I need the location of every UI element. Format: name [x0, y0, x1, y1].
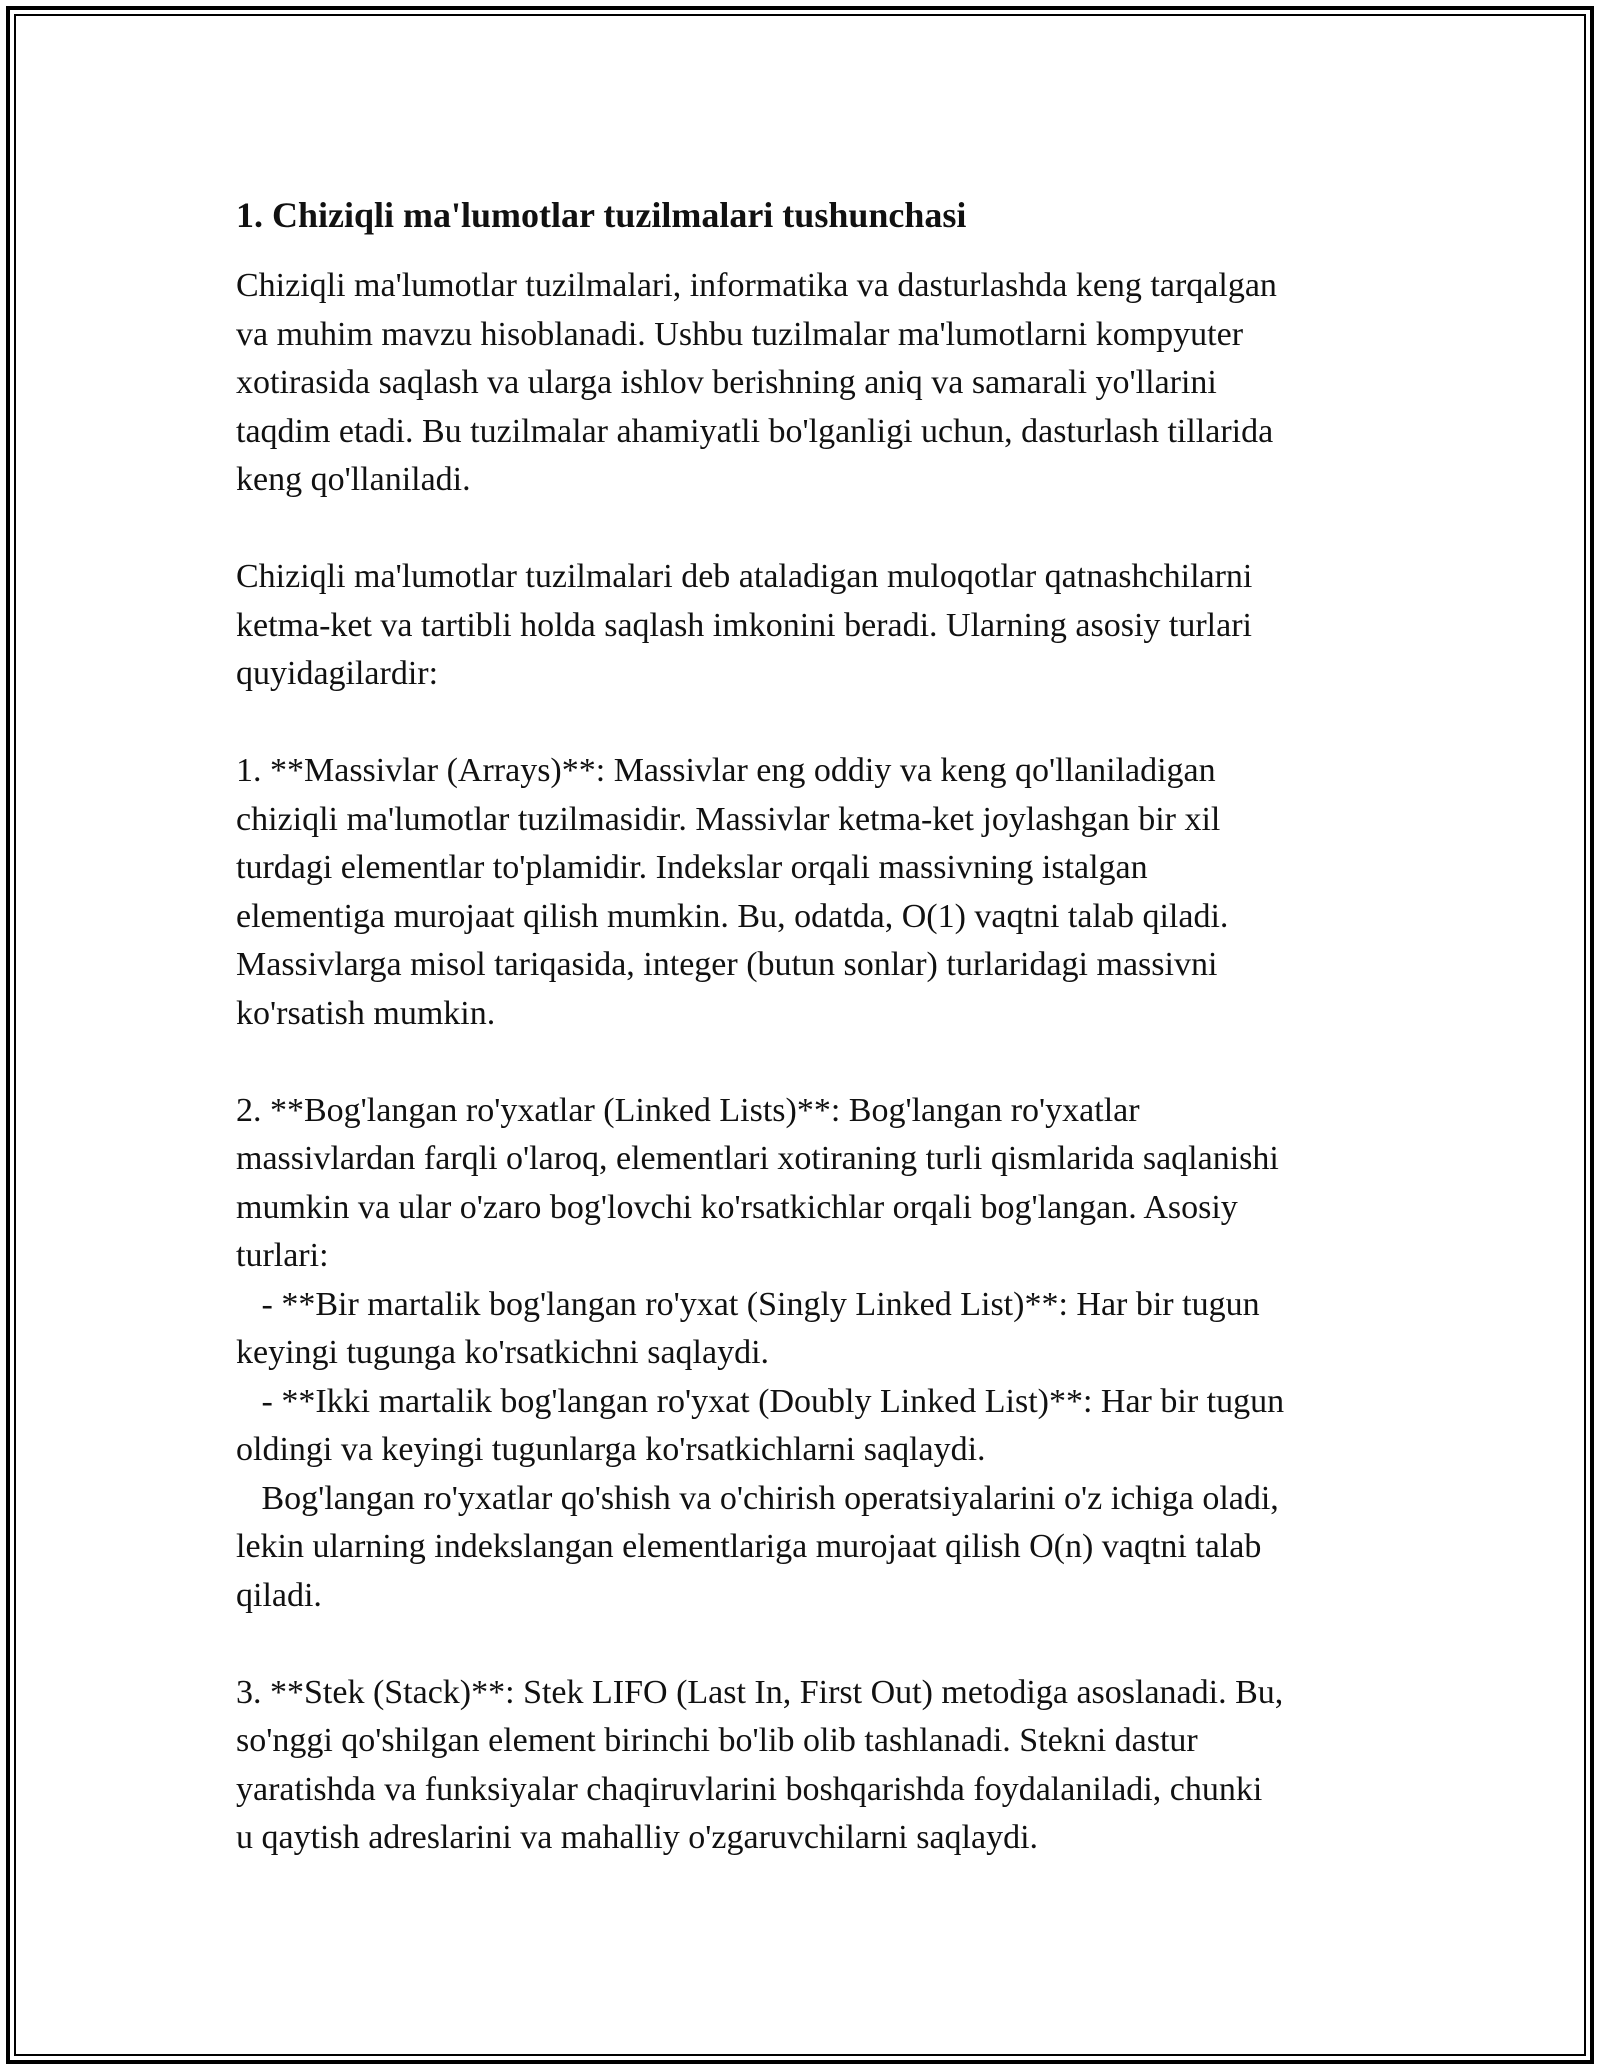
paragraph-intro: Chiziqli ma'lumotlar tuzilmalari, informatika va dasturlashda keng tarqalgan va muhim mavzu hisoblanadi. Ushbu tuzilmalar ma'lumotlarni kompyuter xotirasida saqlash va ularga ishlov berishning aniq va samarali yo'llarini taqdim etadi. Bu tuzilmalar ahamiyatli bo'lganligi uchun, dasturlash tillarida keng qo'llaniladi.	[236, 267, 1277, 498]
paragraph-spacer	[236, 505, 1386, 554]
paragraph-spacer	[236, 699, 1386, 748]
paragraph-spacer	[236, 1620, 1386, 1669]
list-item-arrays: 1. **Massivlar (Arrays)**: Massivlar eng oddiy va keng qo'llaniladigan chiziqli ma'lumotlar tuzilmasidir. Massivlar ketma-ket joylashgan bir xil turdagi elementlar to'plamidir. Indekslar orqali massivning istalgan elementiga murojaat qilish mumkin. Bu, odatda, O(1) vaqtni talab qiladi. Massivlarga misol tariqasida, integer (butun sonlar) turlaridagi massivni ko'rsatish mumkin.	[236, 752, 1229, 1032]
paragraph-spacer	[236, 1038, 1386, 1087]
paragraph-types-intro: Chiziqli ma'lumotlar tuzilmalari deb ataladigan muloqotlar qatnashchilarni ketma-ket va tartibli holda saqlash imkonini beradi. Ularning asosiy turlari quyidagilardir:	[236, 558, 1253, 692]
document-body	[236, 190, 1386, 1863]
list-item-linked-lists: 2. **Bog'langan ro'yxatlar (Linked Lists)**: Bog'langan ro'yxatlar massivlardan farqli o'laroq, elementlari xotiraning turli qismlarida saqlanishi mumkin va ular o'zaro bog'lovchi ko'rsatkichlar orqali bog'langan. Asosiy turlari: - **Bir martalik bog'langan ro'yxat (Singly Linked List)**: Har bir tugun keyingi tugunga ko'rsatkichni saqlaydi. - **Ikki martalik bog'langan ro'yxat (Doubly Linked List)**: Har bir tugun oldingi va keyingi tugunlarga ko'rsatkichlarni saqlaydi. Bog'langan ro'yxatlar qo'shish va o'chirish operatsiyalarini o'z ichiga oladi, lekin ularning indekslangan elementlariga murojaat qilish O(n) vaqtni talab qiladi.	[236, 1091, 1285, 1614]
list-item-stack: 3. **Stek (Stack)**: Stek LIFO (Last In, First Out) metodiga asoslanadi. Bu, so'nggi qo'shilgan element birinchi bo'lib olib tashlanadi. Stekni dastur yaratishda va funksiyalar chaqiruvlarini boshqarishda foydalaniladi, chunki u qaytish adreslarini va mahalliy o'zgaruvchilarni saqlaydi.	[236, 1673, 1284, 1856]
document-title: 1. Chiziqli ma'lumotlar tuzilmalari tushunchasi	[236, 195, 967, 235]
